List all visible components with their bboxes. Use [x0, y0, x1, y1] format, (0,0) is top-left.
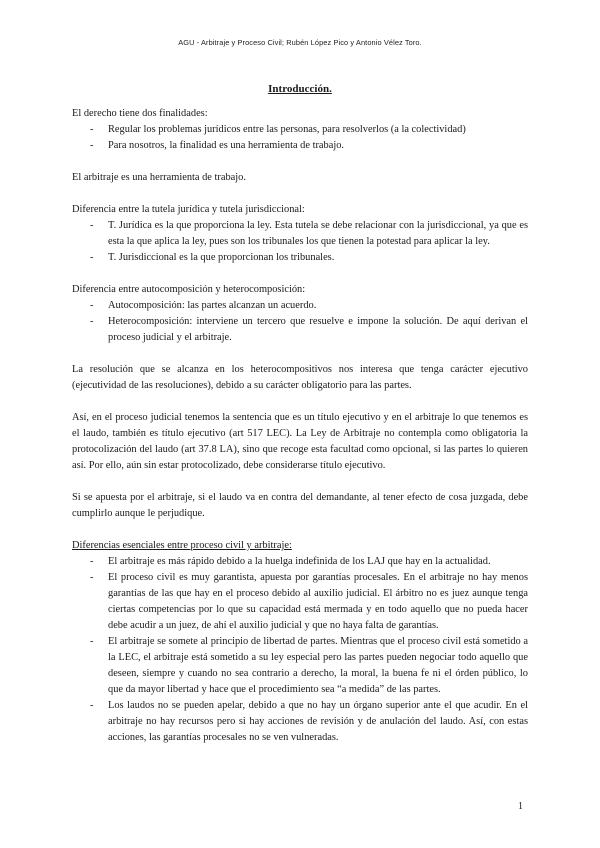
running-header: AGU - Arbitraje y Proceso Civil; Rubén López Pico y Antonio Vélez Toro. — [178, 38, 422, 47]
list-item: - Heterocomposición: interviene un tercero que resuelve e impone la solución. De aquí derivan el proceso judicial y el arbitraje. — [72, 314, 528, 346]
list-item: - El proceso civil es muy garantista, apuesta por garantías procesales. En el arbitraje no hay menos garantías de las que hay en el proceso debido al auxilio judicial. El árbitro no es juez aunque tenga ciertas competencias por lo que su capacidad está mermada y en todo aquello que no pueda hacer debe acudir a un juez, de ahí el auxilio judicial y que no haya falta de garantías. — [72, 570, 528, 634]
page-content — [72, 82, 528, 746]
section-intro: Diferencia entre autocomposición y heterocomposición: — [72, 284, 306, 295]
page-title: Introducción. — [268, 83, 332, 95]
list-item: - El arbitraje es más rápido debido a la huelga indefinida de los LAJ que hay en la actualidad. — [72, 554, 528, 570]
section-tutela — [72, 202, 528, 266]
section-intro: Diferencia entre la tutela jurídica y tutela jurisdiccional: — [72, 204, 305, 215]
section-resolucion — [72, 362, 528, 394]
page-number: 1 — [518, 801, 523, 812]
bullet-list — [72, 122, 528, 154]
paragraph: Si se apuesta por el arbitraje, si el laudo va en contra del demandante, al tener efecto de cosa juzgada, debe cumplirlo aunque le perjudique. — [72, 492, 528, 519]
list-item: - Regular los problemas jurídicos entre las personas, para resolverlos (a la colectividad) — [72, 122, 528, 138]
section-finalidades — [72, 106, 528, 154]
section-cosa-juzgada — [72, 490, 528, 522]
section-laudo — [72, 410, 528, 474]
list-item: - T. Jurisdiccional es la que proporcionan los tribunales. — [72, 250, 528, 266]
paragraph: El arbitraje es una herramienta de trabajo. — [72, 172, 246, 183]
list-item: - El arbitraje se somete al principio de libertad de partes. Mientras que el proceso civil está sometido a la LEC, el arbitraje está sometido a su ley especial pero las partes pueden negociar todo aquello que deseen, siempre y cuando no sea contrario a derecho, la moral, la buena fe ni el órden público, lo que da mayor libertad y hace que el procedimiento sea “a medida” de las partes. — [72, 634, 528, 698]
list-item: - Los laudos no se pueden apelar, debido a que no hay un órgano superior ante el que acudir. En el arbitraje no hay recursos pero si hay acciones de revisión y de anulación del laudo. Así, con estas acciones, las garantías procesales no se ven vulneradas. — [72, 698, 528, 746]
bullet-list — [72, 218, 528, 266]
section-diferencias — [72, 538, 528, 746]
list-item: - Para nosotros, la finalidad es una herramienta de trabajo. — [72, 138, 528, 154]
paragraph: Así, en el proceso judicial tenemos la sentencia que es un título ejecutivo y en el arbitraje lo que tenemos es el laudo, también es título ejecutivo (art 517 LEC). La Ley de Arbitraje no contempla como obligatoria la protocolización del laudo (art 37.8 LA), sino que recoge esta facultad como opcional, si las partes lo quieren así. Por ello, aún sin estar protocolizado, debe considerarse título ejecutivo. — [72, 412, 528, 471]
bullet-list — [72, 298, 528, 346]
list-item: - T. Jurídica es la que proporciona la ley. Esta tutela se debe relacionar con la jurisdiccional, ya que es esta la que aplica la ley, pues son los tribunales los que tienen la potestad para aplicar la ley. — [72, 218, 528, 250]
section-intro: Diferencias esenciales entre proceso civil y arbitraje: — [72, 540, 292, 551]
paragraph: La resolución que se alcanza en los heterocompositivos nos interesa que tenga carácter ejecutivo (ejecutividad de las resoluciones), debido a su carácter obligatorio para las partes. — [72, 364, 528, 391]
section-intro: El derecho tiene dos finalidades: — [72, 108, 208, 119]
section-arbitraje-herramienta — [72, 170, 528, 186]
bullet-list — [72, 554, 528, 746]
list-item: - Autocomposición: las partes alcanzan un acuerdo. — [72, 298, 528, 314]
section-composicion — [72, 282, 528, 346]
